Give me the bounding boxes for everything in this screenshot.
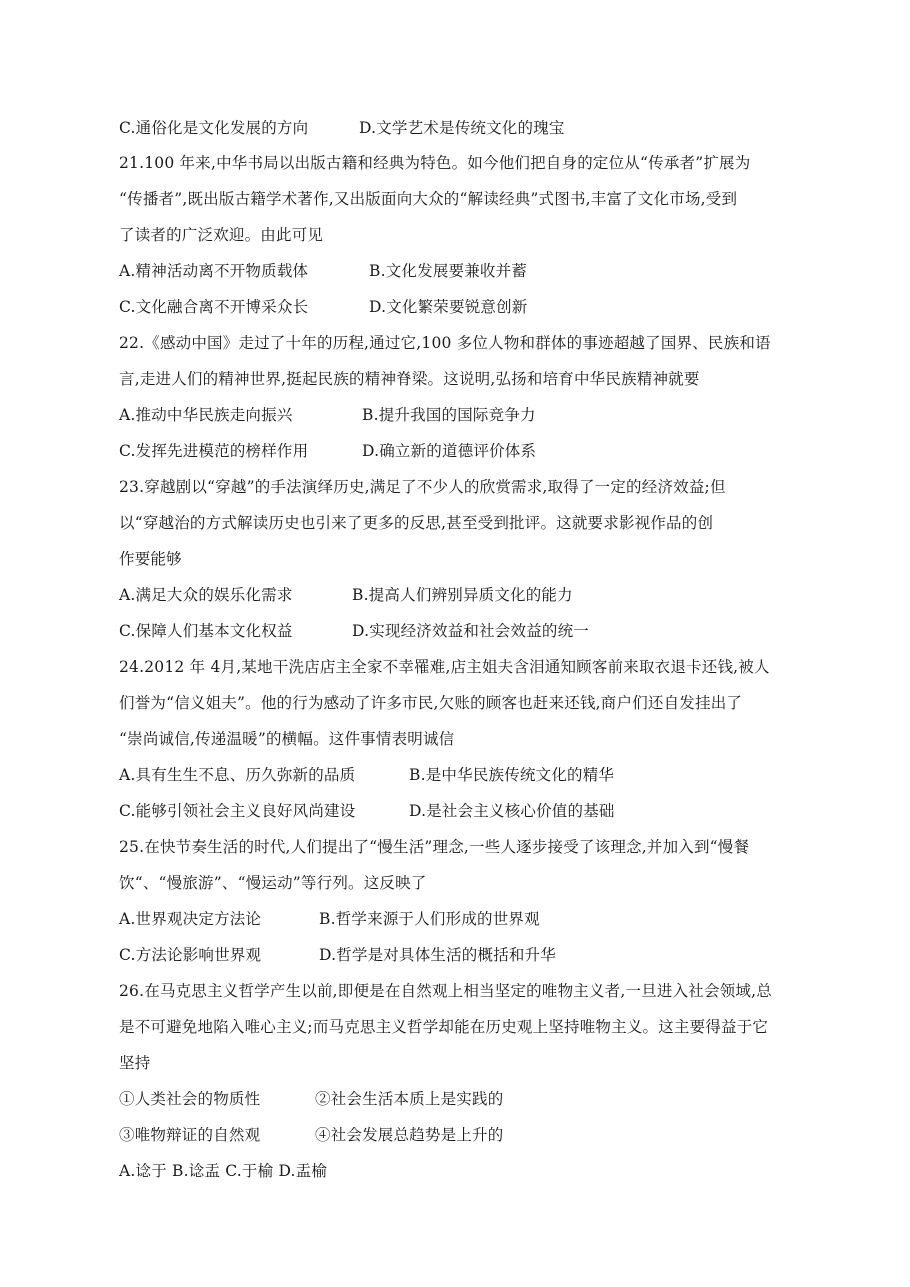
q25-option-a: A.世界观决定方法论 bbox=[119, 910, 262, 928]
q22-option-c: C.发挥先进模范的榜样作用 bbox=[119, 442, 309, 460]
q25-option-b: B.哲学来源于人们形成的世界观 bbox=[319, 910, 540, 928]
q22-stem-line1: 22.《感动中国》走过了十年的历程,通过它,100 多位人物和群体的事迹超越了国界、民族和语 bbox=[119, 334, 771, 352]
q21-stem-line3: 了读者的广泛欢迎。由此可见 bbox=[119, 226, 324, 244]
q24-options-cd bbox=[119, 800, 615, 822]
q26-items-34 bbox=[119, 1124, 503, 1146]
q21-option-a: A.精神活动离不开物质载体 bbox=[119, 262, 309, 280]
q26-item-2: ②社会生活本质上是实践的 bbox=[315, 1090, 504, 1108]
q24-options-ab bbox=[119, 764, 614, 786]
q22-options-ab bbox=[119, 404, 536, 426]
q22-option-d: D.确立新的道德评价体系 bbox=[362, 442, 537, 460]
q20-option-c: C.通俗化是文化发展的方向 bbox=[119, 119, 309, 137]
q21-option-d: D.文化繁荣要锐意创新 bbox=[369, 298, 528, 316]
q24-option-c: C.能够引领社会主义良好风尚建设 bbox=[119, 802, 356, 820]
q24-option-a: A.具有生生不息、历久弥新的品质 bbox=[119, 766, 356, 784]
q23-stem-line3: 作要能够 bbox=[119, 550, 182, 568]
q23-option-c: C.保障人们基本文化权益 bbox=[119, 622, 293, 640]
q25-options-ab bbox=[119, 908, 540, 930]
q22-options-cd bbox=[119, 440, 536, 462]
q22-option-a: A.推动中华民族走向振兴 bbox=[119, 406, 293, 424]
q23-options-cd bbox=[119, 620, 589, 642]
q21-stem-line2: “传播者”,既出版古籍学术著作,又出版面向大众的“解读经典”式图书,丰富了文化市场,受到 bbox=[119, 190, 738, 208]
q22-option-b: B.提升我国的国际竞争力 bbox=[362, 406, 536, 424]
q24-stem-line2: 们誉为“信义姐夫”。他的行为感动了许多市民,欠账的顾客也赶来还钱,商户们还自发挂出了 bbox=[119, 694, 743, 712]
q25-option-c: C.方法论影响世界观 bbox=[119, 946, 262, 964]
q26-items-12 bbox=[119, 1088, 503, 1110]
q26-stem-line2: 是不可避免地陷入唯心主义;而马克思主义哲学却能在历史观上坚持唯物主义。这主要得益于它 bbox=[119, 1018, 769, 1036]
q25-options-cd bbox=[119, 944, 556, 966]
q21-stem-line1: 21.100 年来,中华书局以出版古籍和经典为特色。如今他们把自身的定位从“传承者”扩展为 bbox=[119, 154, 751, 172]
q23-option-d: D.实现经济效益和社会效益的统一 bbox=[352, 622, 590, 640]
q23-option-b: B.提高人们辨别异质文化的能力 bbox=[352, 586, 573, 604]
q23-options-ab bbox=[119, 584, 573, 606]
q20-options-cd bbox=[119, 117, 565, 139]
q24-option-b: B.是中华民族传统文化的精华 bbox=[409, 766, 615, 784]
q24-stem-line1: 24.2012 年 4月,某地干洗店店主全家不幸罹难,店主姐夫含泪通知顾客前来取衣退卡还钱,被人 bbox=[119, 658, 770, 676]
q25-option-d: D.哲学是对具体生活的概括和升华 bbox=[319, 946, 557, 964]
q23-option-a: A.满足大众的娱乐化需求 bbox=[119, 586, 293, 604]
q20-option-d: D.文学艺术是传统文化的瑰宝 bbox=[359, 119, 565, 137]
q24-option-d: D.是社会主义核心价值的基础 bbox=[409, 802, 615, 820]
q21-options-ab bbox=[119, 260, 527, 282]
q25-stem-line1: 25.在快节奏生活的时代,人们提出了“慢生活”理念,一些人逐步接受了该理念,并加入到“慢餐 bbox=[119, 838, 750, 856]
q22-stem-line2: 言,走进人们的精神世界,挺起民族的精神脊梁。这说明,弘扬和培育中华民族精神就要 bbox=[119, 370, 700, 388]
q26-item-1: ①人类社会的物质性 bbox=[119, 1090, 261, 1108]
q26-item-4: ④社会发展总趋势是上升的 bbox=[315, 1126, 504, 1144]
q23-stem-line2: 以“穿越治的方式解读历史也引来了更多的反思,甚至受到批评。这就要求影视作品的创 bbox=[119, 514, 714, 532]
q24-stem-line3: “崇尚诚信,传递温暖”的横幅。这件事情表明诚信 bbox=[119, 730, 455, 748]
q21-option-b: B.文化发展要兼收并蓄 bbox=[369, 262, 528, 280]
q25-stem-line2: 饮“、“慢旅游”、“慢运动”等行列。这反映了 bbox=[119, 874, 427, 892]
q21-options-cd bbox=[119, 296, 528, 318]
q26-item-3: ③唯物辩证的自然观 bbox=[119, 1126, 261, 1144]
q21-option-c: C.文化融合离不开博采众长 bbox=[119, 298, 309, 316]
q26-answer-options: A.谂于 B.谂盂 C.于榆 D.盂榆 bbox=[119, 1162, 328, 1180]
q26-stem-line1: 26.在马克思主义哲学产生以前,即便是在自然观上相当坚定的唯物主义者,一旦进入社会领域,总 bbox=[119, 982, 772, 1000]
q26-stem-line3: 坚持 bbox=[119, 1054, 151, 1072]
q23-stem-line1: 23.穿越剧以“穿越”的手法演绎历史,满足了不少人的欣赏需求,取得了一定的经济效益;但 bbox=[119, 478, 726, 496]
